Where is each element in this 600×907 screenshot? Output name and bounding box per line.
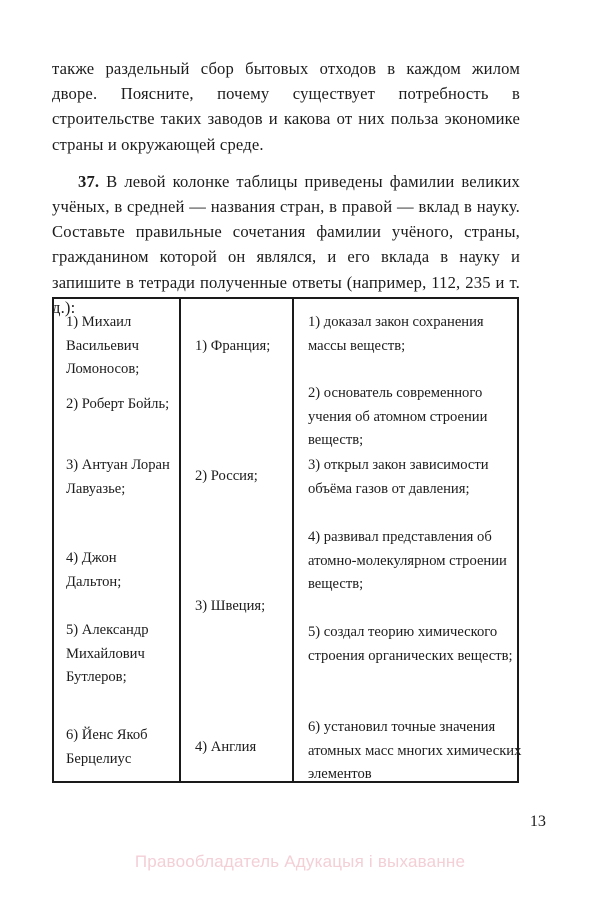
- table-column-scientists: [54, 299, 179, 781]
- table-cell-contribution-4: 4) развивал представления об атомно-молекулярном строении веществ;: [308, 529, 507, 593]
- table-cell-country-2: 2) Россия;: [195, 468, 258, 484]
- table-cell-scientist-6: 6) Йенс Якоб Берцелиус: [66, 727, 148, 767]
- table-cell-scientist-2: 2) Роберт Бойль;: [66, 396, 170, 412]
- table-cell-scientist-4: 4) Джон Дальтон;: [66, 550, 122, 590]
- table-cell-country-4: 4) Англия: [195, 739, 257, 755]
- table-cell-scientist-5: 5) Александр Михайлович Бутлеров;: [66, 622, 149, 686]
- copyright-watermark: Правообладатель Адукацыя і выхаванне: [134, 852, 466, 871]
- table-cell-country-1: 1) Франция;: [195, 338, 271, 354]
- table-cell-contribution-5: 5) создал теорию химического строения органических веществ;: [308, 624, 513, 664]
- page-number: 13: [529, 812, 546, 830]
- table-column-contributions: [294, 299, 522, 783]
- body-text: [52, 56, 520, 320]
- table-column-countries: [179, 299, 294, 781]
- matching-table: [52, 297, 522, 783]
- task-number: 37.: [78, 171, 100, 191]
- table-cell-scientist-1: 1) Михаил Васильевич Ломоносов;: [66, 314, 140, 378]
- task-text: В левой колонке таблицы приведены фамилии великих учёных, в средней — названия стран, в правой — вклад в науку. Составьте правильные сочетания фамилии учёного, страны, гражданином которой он являлся, и его вклада в науку и запишите в тетради полученные ответы (например, 112, 235 и т. д.):: [52, 171, 520, 317]
- table-cell-contribution-3: 3) открыл закон зависимости объёма газов от давления;: [308, 457, 489, 497]
- table-cell-scientist-3: 3) Антуан Лоран Лавуазье;: [66, 457, 170, 497]
- continued-paragraph: также раздельный сбор бытовых отходов в каждом жилом дворе. Поясните, почему существует потребность в строительстве таких заводов и какова от них польза экономике страны и окружающей среде.: [52, 59, 520, 154]
- table-cell-contribution-2: 2) основатель современного учения об атомном строении веществ;: [308, 385, 488, 449]
- table-cell-contribution-1: 1) доказал закон сохранения массы веществ;: [308, 314, 484, 354]
- table-cell-contribution-6: 6) установил точные значения атомных масс многих химических элементов: [308, 719, 522, 783]
- table-cell-country-3: 3) Швеция;: [195, 598, 266, 614]
